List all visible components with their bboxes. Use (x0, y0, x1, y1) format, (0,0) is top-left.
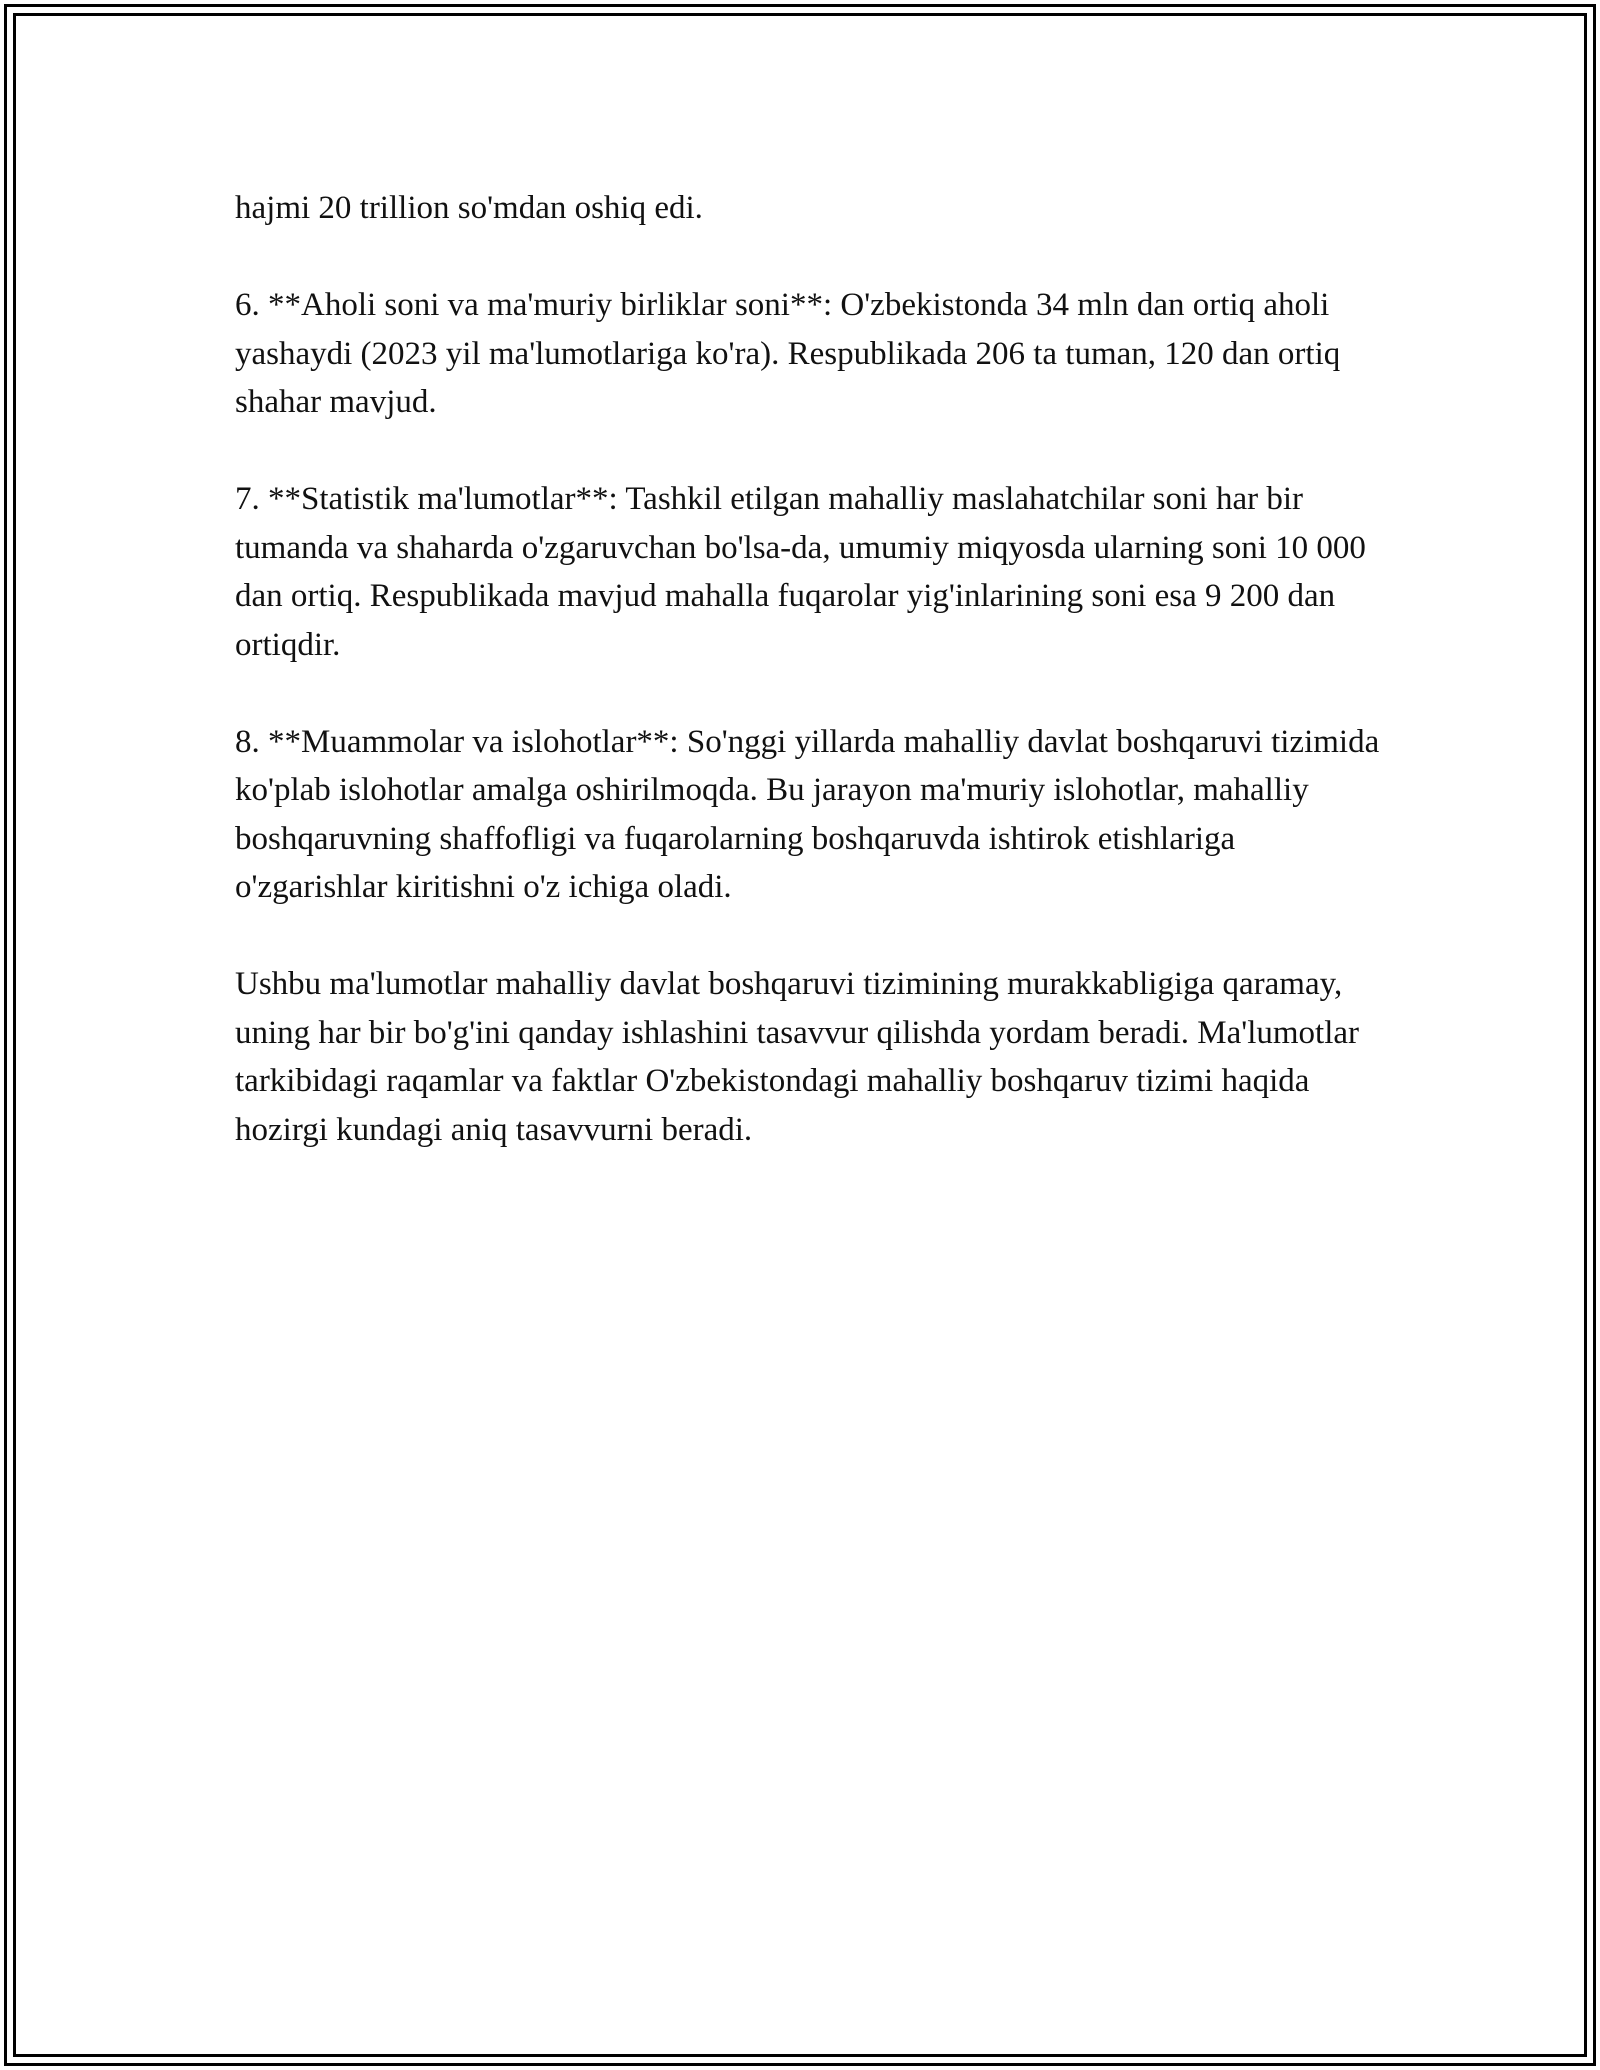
document-body (235, 184, 1385, 1203)
paragraph-item-8: 8. **Muammolar va islohotlar**: So'nggi yillarda mahalliy davlat boshqaruvi tizimida ko'plab islohotlar amalga oshirilmoqda. Bu jarayon ma'muriy islohotlar, mahalliy boshqaruvning shaffofligi va fuqarolarning boshqaruvda ishtirok etishlariga o'zgarishlar kiritishni o'z ichiga oladi. (235, 723, 1380, 905)
paragraph-conclusion: Ushbu ma'lumotlar mahalliy davlat boshqaruvi tizimining murakkabligiga qaramay, uning har bir bo'g'ini qanday ishlashini tasavvur qilishda yordam beradi. Ma'lumotlar tarkibidagi raqamlar va faktlar O'zbekistondagi mahalliy boshqaruv tizimi haqida hozirgi kundagi aniq tasavvurni beradi. (235, 966, 1360, 1148)
paragraph-item-6: 6. **Aholi soni va ma'muriy birliklar soni**: O'zbekistonda 34 mln dan ortiq aholi yashaydi (2023 yil ma'lumotlariga ko'ra). Respublikada 206 ta tuman, 120 dan ortiq shahar mavjud. (235, 287, 1341, 420)
paragraph-continuation: hajmi 20 trillion so'mdan oshiq edi. (235, 190, 703, 226)
paragraph-item-7: 7. **Statistik ma'lumotlar**: Tashkil etilgan mahalliy maslahatchilar soni har bir tumanda va shaharda o'zgaruvchan bo'lsa-da, umumiy miqyosda ularning soni 10 000 dan ortiq. Respublikada mavjud mahalla fuqarolar yig'inlarining soni esa 9 200 dan ortiqdir. (235, 481, 1366, 663)
